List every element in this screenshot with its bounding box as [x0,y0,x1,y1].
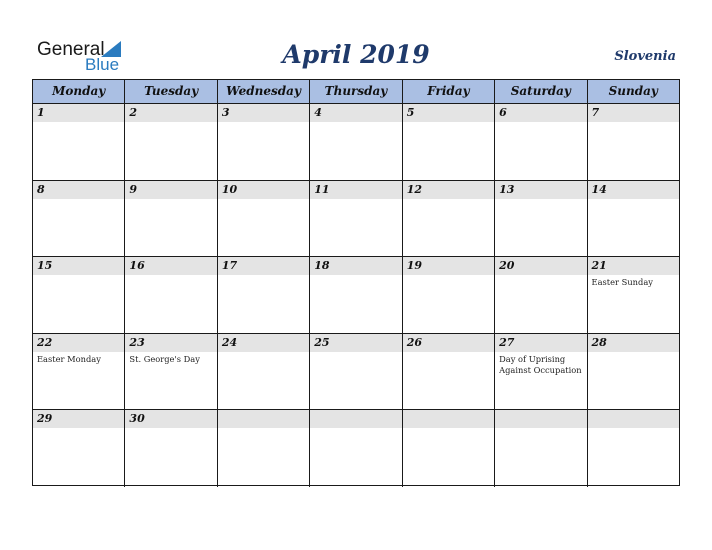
day-number-band [495,410,586,428]
day-number-band [310,104,401,122]
weekday-saturday: Saturday [495,80,587,103]
day-number-band [403,410,494,428]
day-cell[interactable] [218,181,310,257]
day-number-band [218,104,309,122]
day-number: 21 [591,259,607,273]
day-cell[interactable] [495,104,587,180]
day-number: 12 [406,182,422,196]
day-number: 2 [129,106,138,119]
weekday-monday: Monday [33,80,125,103]
day-number: 29 [37,412,53,426]
day-cell[interactable] [588,257,679,333]
logo-text-general: General [37,39,105,60]
day-cell[interactable] [588,181,679,257]
weekday-friday: Friday [403,80,495,103]
day-number: 11 [314,182,330,196]
day-number-band [125,104,216,122]
day-cell[interactable] [218,257,310,333]
weekday-tuesday: Tuesday [125,80,217,103]
day-cell[interactable] [310,257,402,333]
day-cell[interactable] [495,410,587,487]
day-number-band [588,104,679,122]
day-number: 14 [591,182,607,196]
day-cell[interactable] [310,181,402,257]
day-number: 9 [129,182,138,196]
day-cell[interactable] [218,334,310,410]
day-number-band [495,104,586,122]
day-number-band [125,181,216,199]
holiday-label: Day of Uprising Against Occupation [499,353,582,375]
day-number: 4 [314,106,322,119]
day-cell[interactable] [125,334,217,410]
day-cell[interactable] [588,410,679,487]
day-number: 5 [406,106,415,119]
day-number: 28 [591,335,607,349]
weekday-header-row [33,80,679,104]
day-cell[interactable] [125,181,217,257]
day-cell[interactable] [218,410,310,487]
week-row [33,104,679,181]
day-cell[interactable] [33,104,125,180]
day-number: 6 [499,106,507,119]
holiday-label: Easter Monday [37,353,101,364]
day-cell[interactable] [403,257,495,333]
day-number: 26 [406,335,422,349]
day-number: 20 [499,259,515,273]
day-cell[interactable] [125,104,217,180]
day-cell[interactable] [33,181,125,257]
day-cell[interactable] [403,181,495,257]
day-number-band [403,104,494,122]
day-cell[interactable] [310,104,402,180]
day-cell[interactable] [403,410,495,487]
day-cell[interactable] [310,410,402,487]
weekday-wednesday: Wednesday [218,80,310,103]
day-number: 25 [314,335,330,349]
day-cell[interactable] [403,334,495,410]
logo-text-blue: Blue [85,55,120,74]
day-cell[interactable] [218,104,310,180]
weekday-thursday: Thursday [310,80,402,103]
day-number: 23 [129,335,145,349]
week-row [33,257,679,334]
day-number: 19 [406,259,422,273]
holiday-label: St. George's Day [129,353,200,364]
day-number: 7 [591,106,600,119]
day-cell[interactable] [588,334,679,410]
day-number: 10 [221,182,238,196]
calendar-title: April 2019 [282,40,430,69]
day-number: 15 [37,259,53,273]
day-number: 13 [499,182,515,196]
day-number: 1 [37,106,45,119]
day-number: 24 [221,335,238,349]
day-cell[interactable] [495,334,587,410]
day-cell[interactable] [125,257,217,333]
weekday-sunday: Sunday [608,84,658,98]
day-number: 8 [37,182,45,196]
day-number: 30 [129,412,145,426]
week-row [33,181,679,258]
day-number-band [33,104,124,122]
day-number: 27 [499,335,515,349]
day-number: 3 [221,106,230,119]
day-number: 18 [314,259,330,273]
day-cell[interactable] [33,257,125,333]
day-cell[interactable] [125,410,217,487]
day-cell[interactable] [403,104,495,180]
day-number: 17 [221,259,238,273]
holiday-label: Easter Sunday [591,277,653,288]
day-number-band [310,410,401,428]
day-cell[interactable] [33,410,125,487]
day-number: 16 [129,259,145,273]
day-cell[interactable] [33,334,125,410]
week-row [33,410,679,487]
day-cell[interactable] [310,334,402,410]
day-number-band [33,181,124,199]
day-cell[interactable] [588,104,679,180]
day-number-band [218,410,309,428]
day-cell[interactable] [495,181,587,257]
day-number: 22 [37,335,53,349]
week-row [33,334,679,411]
calendar-grid [32,79,680,486]
day-cell[interactable] [495,257,587,333]
day-number-band [588,410,679,428]
country-label: Slovenia [614,49,676,64]
